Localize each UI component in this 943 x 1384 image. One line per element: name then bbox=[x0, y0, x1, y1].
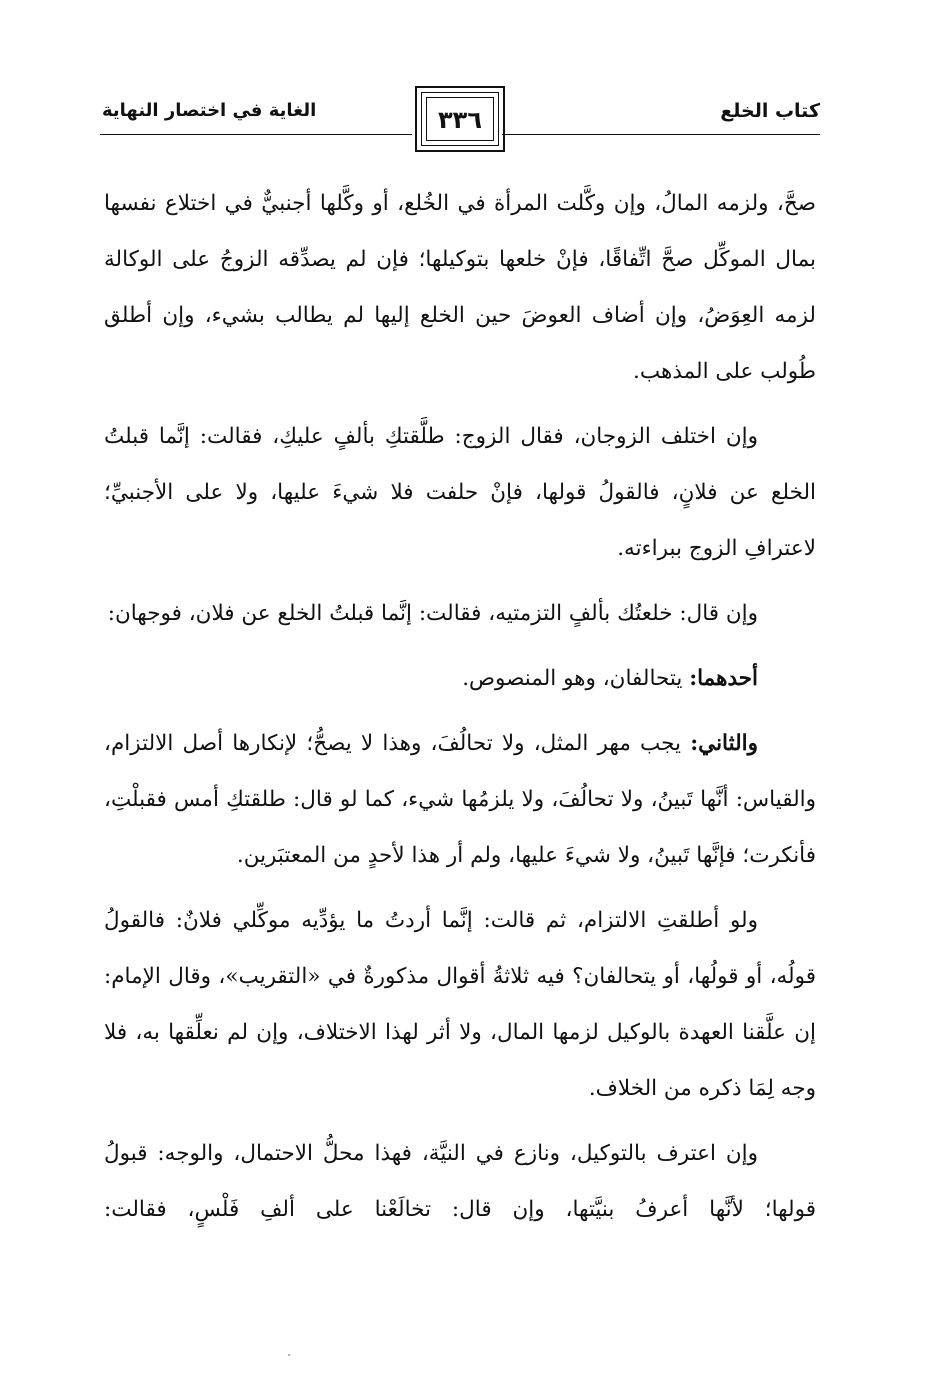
scan-speck bbox=[288, 1354, 290, 1356]
book-title: الغاية في اختصار النهاية bbox=[102, 100, 317, 121]
paragraph bbox=[104, 716, 816, 884]
paragraph-text: وإن اعترف بالتوكيل، ونازع في النيَّة، فهذا محلُّ الاحتمال، والوجه: قبولُ قولها؛ لأنَّها أعرفُ بنيَّتها، وإن قال: تخالَعْنا على ألفِ فَلْسٍ، فقالت: bbox=[104, 1141, 816, 1222]
paragraph-text: صحَّ، ولزمه المالُ، وإن وكَّلت المرأة في الخُلع، أو وكَّلها أجنبيٌّ في اختلاع نفسها بمال الموكِّل صحَّ اتِّفاقًا، فإنْ خلعها بتوكيلها؛ فإن لم يصدِّقه الزوجُ على الوكالة لزمه العِوَضُ، وإن أضاف العوضَ حين الخلع إليها لم يطالب بشيء، وإن أطلق طُولب على المذهب. bbox=[104, 191, 816, 384]
paragraph bbox=[104, 1126, 816, 1238]
main-text bbox=[104, 176, 816, 1247]
paragraph bbox=[104, 409, 816, 577]
running-header bbox=[100, 92, 820, 162]
paragraph-lead: والثاني: bbox=[690, 731, 759, 756]
chapter-title: كتاب الخلع bbox=[720, 100, 820, 122]
paragraph-text: وإن قال: خلعتُك بألفٍ التزمتيه، فقالت: إنَّما قبلتُ الخلع عن فلان، فوجهان: bbox=[107, 601, 758, 626]
paragraph-lead: أحدهما: bbox=[689, 666, 758, 691]
header-rule-left bbox=[100, 134, 412, 135]
paragraph bbox=[104, 176, 816, 400]
page-number-frame bbox=[415, 86, 505, 152]
paragraph-text: يتحالفان، وهو المنصوص. bbox=[462, 666, 683, 691]
paragraph-text: وإن اختلف الزوجان، فقال الزوج: طلَّقتكِ بألفٍ عليكِ، فقالت: إنَّما قبلتُ الخلع عن فلانٍ، فالقولُ قولها، فإنْ حلفت فلا شيءَ عليها، ولا على الأجنبيِّ؛ لاعترافِ الزوج ببراءته. bbox=[104, 424, 816, 561]
paragraph-text: يجب مهر المثل، ولا تحالُفَ، وهذا لا يصحُّ؛ لإنكارها أصل الالتزام، والقياس: أنَّها تَبينُ، ولا تحالُفَ، ولا يلزمُها شيء، كما لو قال: طلقتكِ أمس فقبلْتِ، فأنكرت؛ فإنَّها تَبينُ، ولا شيءَ عليها، ولم أر هذا لأحدٍ من المعتبَرين. bbox=[104, 731, 816, 868]
paragraph-text: ولو أطلقتِ الالتزام، ثم قالت: إنَّما أردتُ ما يؤدِّيه موكِّلي فلانٌ: فالقولُ قولُه، أو قولُها، أو يتحالفان؟ فيه ثلاثةُ أقوال مذكورةٌ في «التقريب»، وقال الإمام: إن علَّقنا العهدة بالوكيل لزمها المال، ولا أثر لهذا الاختلاف، وإن لم نعلِّقها به، فلا وجه لِمَا ذكره من الخلاف. bbox=[104, 908, 816, 1101]
paragraph bbox=[104, 893, 816, 1117]
paragraph bbox=[104, 651, 816, 707]
header-rule-right bbox=[502, 134, 820, 135]
page-number: ٣٣٦ bbox=[438, 106, 482, 134]
paragraph bbox=[104, 586, 816, 642]
